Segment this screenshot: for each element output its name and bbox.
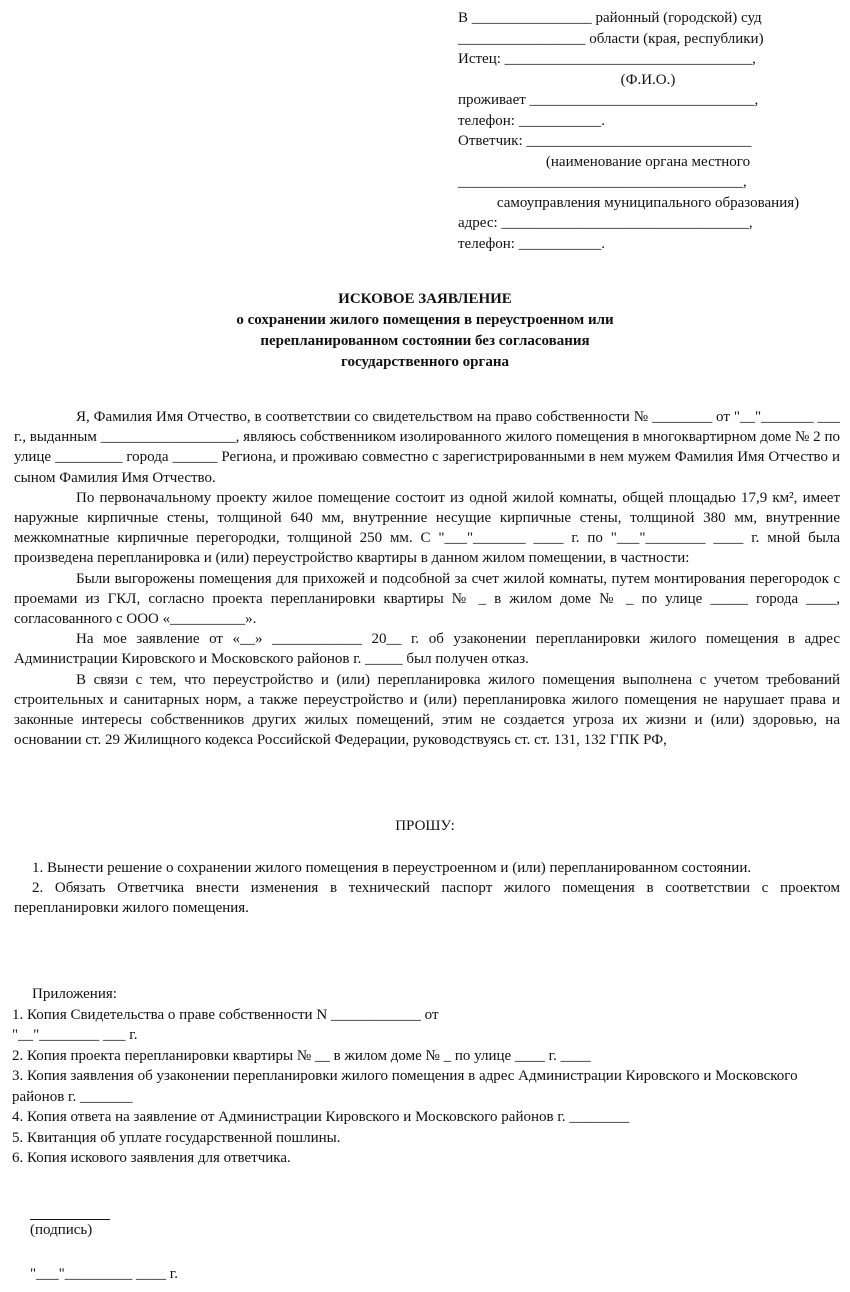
request-item: 1. Вынести решение о сохранении жилого помещения в переустроенном и (или) перепланированном состоянии. <box>32 860 752 876</box>
defendant-note-1: (наименование органа местного <box>545 153 751 170</box>
paragraph-works: Были выгорожены помещения для прихожей и подсобной за счет жилой комнаты, путем монтирования перегородок с проемами из ГКЛ, согласно проекта перепланировки квартиры № _ в жилом доме № _ по улице _____ города ____, согласованного с ООО «__________». <box>14 570 840 628</box>
attachments-section <box>12 984 842 1169</box>
request-list <box>14 858 840 919</box>
title-sub-2: перепланированном состоянии без согласования <box>260 333 590 349</box>
paragraph-original-project: По первоначальному проекту жилое помещение состоит из одной жилой комнаты, общей площадью 17,9 км², имеет наружные кирпичные стены, толщиной 640 мм, внутренние несущие кирпичные стены, толщиной 380 мм, внутренние межкомнатные кирпичные перегородки, толщиной 250 мм. С "___"_______ ____ г. по "___"________ ____ г. мной была произведена перепланировка и (или) переустройство квартиры в данном жилом помещении, в частности: <box>14 489 840 567</box>
attachments-heading: Приложения: <box>32 986 117 1002</box>
region-line: _________________ области (края, республики) <box>458 30 764 47</box>
title-sub-3: государственного органа <box>341 354 509 370</box>
plaintiff-address-line: проживает ______________________________, <box>458 92 759 108</box>
title-main: ИСКОВОЕ ЗАЯВЛЕНИЕ <box>338 291 512 307</box>
attachment-item: 1. Копия Свидетельства о праве собственности N ____________ от <box>12 1006 439 1023</box>
paragraph-refusal: На мое заявление от «__» ____________ 20__ г. об узаконении перепланировки жилого помещения в адрес Администрации Кировского и Московского районов г. _____ был получен отказ. <box>14 631 840 668</box>
signature-label: (подпись) <box>30 1222 93 1238</box>
addressee-block <box>458 8 838 254</box>
title-sub-1: о сохранении жилого помещения в переустроенном или <box>236 312 614 328</box>
attachment-item: 5. Квитанция об уплате государственной пошлины. <box>12 1129 341 1146</box>
signature-block <box>30 1205 110 1241</box>
plaintiff-line: Истец: _________________________________, <box>458 51 756 67</box>
defendant-line: Ответчик: ______________________________ <box>458 133 752 149</box>
defendant-note-2: самоуправления муниципального образования) <box>496 194 800 211</box>
statement-body <box>14 407 840 750</box>
defendant-blank-line: ______________________________________, <box>458 174 747 190</box>
court-line: В ________________ районный (городской) суд <box>458 10 762 26</box>
request-heading: ПРОШУ: <box>395 818 455 834</box>
paragraph-grounds: В связи с тем, что переустройство и (или) перепланировка жилого помещения выполнена с учетом требований строительных и санитарных норм, а также переустройство и (или) перепланировка жилого помещения не нарушает права и законные интересы собственников других жилых помещений, этим не создается угроза их жизни и (или) здоровью, на основании ст. 29 Жилищного кодекса Российской Федерации, руководствуясь ст. ст. 131, 132 ГПК РФ, <box>14 671 840 749</box>
plaintiff-phone-line: телефон: ___________. <box>458 112 605 129</box>
signature-date: "___"_________ ____ г. <box>30 1266 178 1282</box>
attachment-item: 4. Копия ответа на заявление от Администрации Кировского и Московского районов г. ________ <box>12 1109 630 1125</box>
attachment-item: "__"________ ___ г. <box>12 1027 138 1043</box>
paragraph-ownership: Я, Фамилия Имя Отчество, в соответствии со свидетельством на право собственности № ________ от "__"_______ ___ г., выданным __________________, являюсь собственником изолированного жилого помещения в многоквартирном доме № 2 по улице _________ города ______ Региона, и проживаю совместно с зарегистрированными в нем мужем Фамилия Имя Отчество и сыном Фамилия Имя Отчество. <box>14 409 840 486</box>
request-item: 2. Обязать Ответчика внести изменения в технический паспорт жилого помещения в соответствии с проектом перепланировки жилого помещения. <box>14 880 840 917</box>
signature-line <box>30 1205 110 1220</box>
attachment-item: 2. Копия проекта перепланировки квартиры № __ в жилом доме № _ по улице ____ г. ____ <box>12 1047 591 1064</box>
defendant-address-line: адрес: _________________________________, <box>458 215 753 231</box>
plaintiff-name-note: (Ф.И.О.) <box>620 71 676 88</box>
document-title <box>0 289 850 373</box>
attachment-item: 3. Копия заявления об узаконении перепланировки жилого помещения в адрес Администрации Кировского и Московского районов г. _______ <box>12 1068 798 1105</box>
attachment-item: 6. Копия искового заявления для ответчика. <box>12 1150 291 1166</box>
defendant-phone-line: телефон: ___________. <box>458 235 605 252</box>
